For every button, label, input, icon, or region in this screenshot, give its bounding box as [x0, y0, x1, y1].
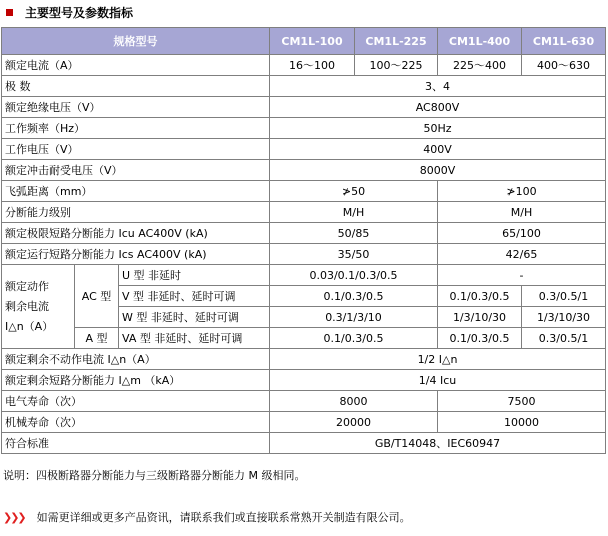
table-row: [2, 160, 606, 181]
row-label: 电气寿命（次）: [2, 391, 270, 412]
cell: 8000: [270, 391, 438, 412]
cell: M/H: [438, 202, 606, 223]
spec-table: [1, 27, 606, 454]
contact-text: 如需更详细或更多产品资讯，请联系我们或直接联系常熟开关制造有限公司。: [36, 511, 411, 524]
cell: 50Hz: [270, 118, 606, 139]
cell: 1/3/10/30: [522, 307, 606, 328]
cell: 0.3/0.5/1: [522, 286, 606, 307]
row-label: W 型 非延时、延时可调: [119, 307, 270, 328]
table-row: [2, 349, 606, 370]
header-label: 规格型号: [2, 28, 270, 55]
table-row: [2, 118, 606, 139]
cell: 1/3/10/30: [438, 307, 522, 328]
model-col: CM1L-225: [355, 28, 438, 55]
table-row: [2, 55, 606, 76]
table-row: [2, 412, 606, 433]
heading-text: 主要型号及参数指标: [25, 5, 134, 20]
cell: 0.1/0.3/0.5: [438, 328, 522, 349]
row-label: VA 型 非延时、延时可调: [119, 328, 270, 349]
row-label: V 型 非延时、延时可调: [119, 286, 270, 307]
table-row: [2, 202, 606, 223]
model-col: CM1L-400: [438, 28, 522, 55]
cell: 400V: [270, 139, 606, 160]
table-row: [2, 76, 606, 97]
table-row: [2, 370, 606, 391]
cell: 20000: [270, 412, 438, 433]
bullet-square-icon: [6, 9, 13, 16]
cell: 65/100: [438, 223, 606, 244]
residual-group-label: 额定动作 剩余电流 I△n（A）: [2, 265, 75, 349]
row-label: 额定剩余不动作电流 I△n（A）: [2, 349, 270, 370]
cell: AC800V: [270, 97, 606, 118]
cell: 50/85: [270, 223, 438, 244]
cell: ≯50: [270, 181, 438, 202]
row-label: 额定运行短路分断能力 Ics AC400V (kA): [2, 244, 270, 265]
cell: 0.3/1/3/10: [270, 307, 438, 328]
row-label: 工作电压（V）: [2, 139, 270, 160]
cell: 42/65: [438, 244, 606, 265]
row-label: U 型 非延时: [119, 265, 270, 286]
table-header-row: [2, 28, 606, 55]
row-label: 分断能力级别: [2, 202, 270, 223]
table-row: [2, 223, 606, 244]
table-row: [2, 328, 606, 349]
cell: 8000V: [270, 160, 606, 181]
row-label: 工作频率（Hz）: [2, 118, 270, 139]
ac-type-label: AC 型: [75, 265, 119, 328]
cell: 3、4: [270, 76, 606, 97]
arrows-icon: ❯❯❯: [3, 510, 25, 524]
cell: 7500: [438, 391, 606, 412]
table-row: [2, 265, 606, 286]
note-text: 说明：四极断路器分断能力与三级断路器分断能力 M 级相同。: [3, 469, 306, 482]
cell: 0.1/0.3/0.5: [438, 286, 522, 307]
contact-footer: [3, 509, 411, 525]
cell: M/H: [270, 202, 438, 223]
table-row: [2, 433, 606, 454]
row-label: 额定绝缘电压（V）: [2, 97, 270, 118]
row-label: 额定极限短路分断能力 Icu AC400V (kA): [2, 223, 270, 244]
row-label: 额定电流（A）: [2, 55, 270, 76]
section-heading: [2, 2, 133, 22]
cell: 16～100: [270, 55, 355, 76]
cell: 1/2 I△n: [270, 349, 606, 370]
cell: 0.1/0.3/0.5: [270, 286, 438, 307]
cell: -: [438, 265, 606, 286]
model-col: CM1L-100: [270, 28, 355, 55]
table-row: [2, 244, 606, 265]
cell: 400～630: [522, 55, 606, 76]
cell: 100～225: [355, 55, 438, 76]
cell: 35/50: [270, 244, 438, 265]
cell: 10000: [438, 412, 606, 433]
row-label: 机械寿命（次）: [2, 412, 270, 433]
model-col: CM1L-630: [522, 28, 606, 55]
cell: 0.3/0.5/1: [522, 328, 606, 349]
a-type-label: A 型: [75, 328, 119, 349]
table-row: [2, 97, 606, 118]
cell: ≯100: [438, 181, 606, 202]
cell: 0.1/0.3/0.5: [270, 328, 438, 349]
table-row: [2, 181, 606, 202]
table-row: [2, 139, 606, 160]
row-label: 飞弧距离（mm）: [2, 181, 270, 202]
table-row: [2, 391, 606, 412]
row-label: 额定冲击耐受电压（V）: [2, 160, 270, 181]
cell: 0.03/0.1/0.3/0.5: [270, 265, 438, 286]
row-label: 符合标准: [2, 433, 270, 454]
cell: 1/4 Icu: [270, 370, 606, 391]
row-label: 极 数: [2, 76, 270, 97]
cell: GB/T14048、IEC60947: [270, 433, 606, 454]
row-label: 额定剩余短路分断能力 I△m （kA）: [2, 370, 270, 391]
cell: 225～400: [438, 55, 522, 76]
